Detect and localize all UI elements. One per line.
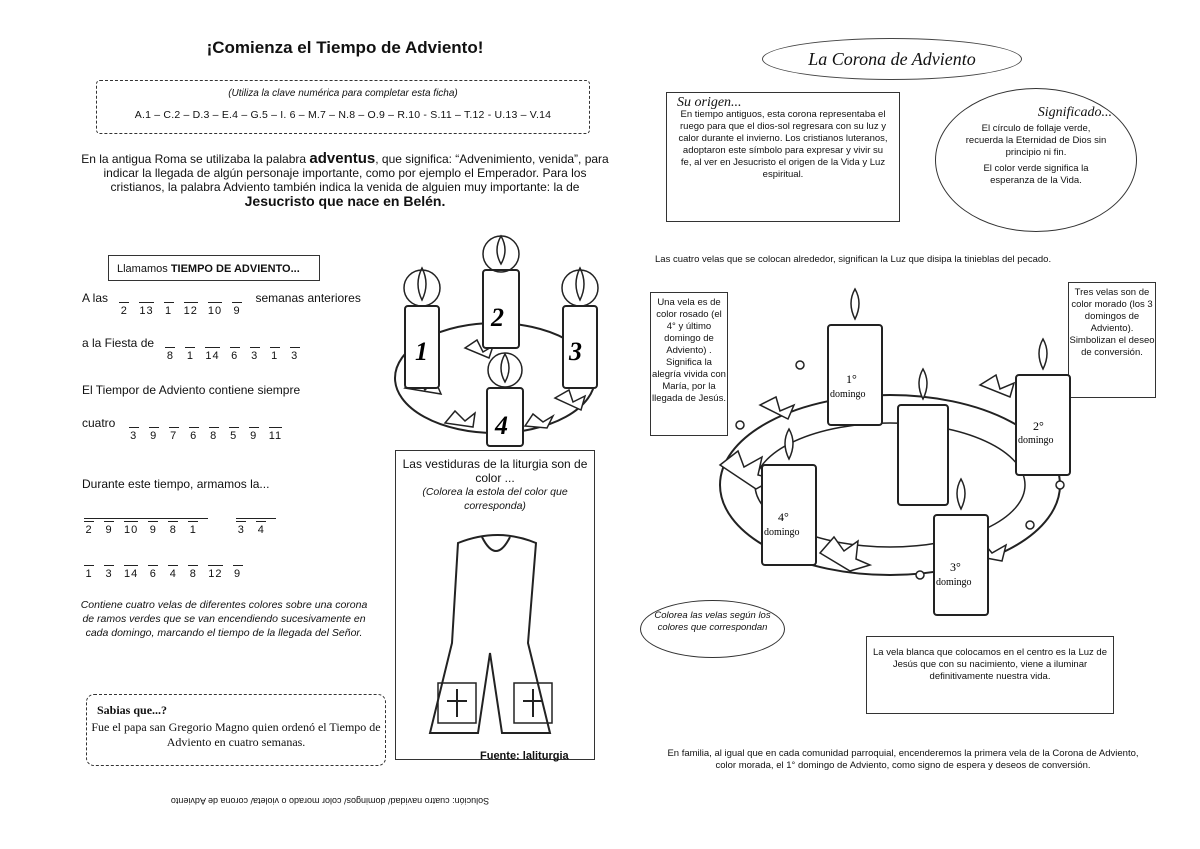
origen-text: En tiempo antiguos, esta corona representaba el ruego para que el dios-sol regresara con su luz y calor durante el invierno. Los cristianos luteranos, adoptaron este símbolo para expresar y vivir su fe, al ver en Jesucristo el origen de la Vida y Luz espiritual. [678, 109, 888, 180]
corona-title: La Corona de Adviento [762, 38, 1022, 80]
code-digit: 10 [124, 521, 138, 536]
code-digit: 3 [104, 565, 114, 580]
crown-illustration-left [385, 228, 605, 450]
candle-number-4: 4 [495, 411, 508, 440]
rosa-box: Una vela es de color rosado (el 4° y último domingo de Adviento) . Significa la alegría vivida con María, por la llegada de Jesús. [650, 292, 728, 436]
code-q1 [119, 302, 252, 317]
question-2: a la Fiesta de 8 1 14 6 3 1 3 [82, 336, 310, 362]
code-digit: 9 [149, 427, 159, 442]
sabias-text: Fue el papa san Gregorio Magno quien ordenó el Tiempo de Adviento en cuatro semanas. [91, 720, 381, 749]
significado-box [935, 88, 1137, 232]
page-title: ¡Comienza el Tiempo de Adviento! [206, 38, 484, 57]
code-digit: 8 [168, 521, 178, 536]
code-digit: 8 [165, 347, 175, 362]
candle-1-word: domingo [830, 389, 866, 400]
solucion-upside-down: Solución: cuatro navidad/ domingos/ color morado o violeta/ corona de Adviento [170, 796, 490, 806]
fuente-label: Fuente: laliturgia [480, 750, 569, 762]
colorea-bubble: Colorea las velas según los colores que correspondan [640, 600, 785, 658]
question-3: El Tiempor de Adviento contiene siempre [82, 383, 301, 397]
vestiduras-box [395, 450, 595, 760]
tres-box: Tres velas son de color morado (los 3 domingos de Adviento). Simbolizan el deseo de conversión. [1068, 282, 1156, 398]
clave-code: A.1 – C.2 – D.3 – E.4 – G.5 – I. 6 – M.7 – N.8 – O.9 – R.10 - S.11 – T.12 - U.13 – V.14 [134, 109, 552, 121]
code-q5a [84, 518, 208, 536]
code-digit: 1 [84, 565, 94, 580]
candle-2-word: domingo [1018, 435, 1054, 446]
code-digit: 9 [232, 302, 242, 317]
advent-wreath-illustration [700, 285, 1080, 625]
code-digit: 3 [250, 347, 260, 362]
code-digit: 6 [230, 347, 240, 362]
code-digit: 1 [185, 347, 195, 362]
code-digit: 14 [124, 565, 138, 580]
candle-domingo-3 [934, 515, 988, 615]
candle-3-word: domingo [936, 577, 972, 588]
stole-illustration [396, 513, 594, 743]
vela-blanca-box: La vela blanca que colocamos en el centro es la Luz de Jesús que con su nacimiento, viene a iluminar definitivamente nuestra vida. [866, 636, 1114, 714]
candle-1-ordinal: 1° [846, 372, 857, 386]
code-digit: 12 [208, 565, 222, 580]
code-digit: 12 [184, 302, 198, 317]
sabias-box [86, 694, 386, 766]
significado-text-2: El color verde significa la esperanza de la Vida. [983, 163, 1089, 186]
candle-4-word: domingo [764, 527, 800, 538]
familia-text: En familia, al igual que en cada comunidad parroquial, encenderemos la primera vela de la Corona de Adviento, color morada, el 1° domingo de Adviento, como signo de espera y deseos de conversión. [667, 748, 1139, 771]
code-digit: 2 [84, 521, 94, 536]
code-digit: 6 [189, 427, 199, 442]
clave-box [96, 80, 590, 134]
contiene-text: Contiene cuatro velas de diferentes colores sobre una corona de ramos verdes que se van encendiendo sucesivamente en cada domingo, marcando el tiempo de la llegada del Señor. [80, 599, 368, 639]
candle-number-3: 3 [569, 337, 582, 366]
code-q4 [129, 427, 292, 442]
vest-instruction: (Colorea la estola del color que corresponda) [422, 486, 568, 512]
significado-title: Significado... [1037, 105, 1112, 120]
question-1: A las 2 13 1 12 10 9 semanas anteriores [82, 291, 361, 317]
code-digit: 6 [148, 565, 158, 580]
code-digit: 14 [205, 347, 219, 362]
candle-domingo-4 [762, 465, 816, 565]
code-q5 [84, 518, 286, 536]
code-digit: 3 [290, 347, 300, 362]
code-digit: 8 [188, 565, 198, 580]
code-digit: 1 [164, 302, 174, 317]
code-digit: 9 [233, 565, 243, 580]
candle-number-2: 2 [491, 303, 504, 332]
code-q5b [236, 518, 276, 536]
question-5: Durante este tiempo, armamos la... [82, 477, 270, 491]
origen-box [666, 92, 900, 222]
intro-bold: Jesucristo que nace en Belén. [244, 193, 446, 209]
code-digit: 3 [236, 521, 246, 536]
llamamos-box: Llamamos TIEMPO DE ADVIENTO... [108, 255, 320, 281]
significado-text-1: El círculo de follaje verde, recuerda la Eternidad de Dios sin principio ni fin. [965, 123, 1107, 158]
code-digit: 5 [229, 427, 239, 442]
code-digit: 9 [148, 521, 158, 536]
adventus-word: adventus [309, 150, 376, 167]
code-digit: 1 [270, 347, 280, 362]
code-q2 [165, 347, 309, 362]
code-digit: 8 [209, 427, 219, 442]
code-digit: 9 [249, 427, 259, 442]
code-q6 [84, 565, 253, 580]
candle-center-white [898, 405, 948, 505]
question-4: cuatro 3 9 7 6 8 5 9 11 [82, 416, 292, 442]
candle-number-1: 1 [415, 337, 428, 366]
code-digit: 11 [269, 427, 282, 442]
code-digit: 9 [104, 521, 114, 536]
clave-instruction: (Utiliza la clave numérica para completar esta ficha) [228, 88, 458, 99]
cuatro-velas-text: Las cuatro velas que se colocan alrededor, significan la Luz que disipa la tinieblas del pecado. [655, 254, 1052, 265]
code-digit: 4 [168, 565, 178, 580]
candle-4-ordinal: 4° [778, 510, 789, 524]
sabias-title: Sabias que...? [97, 703, 168, 717]
code-digit: 13 [139, 302, 153, 317]
origen-title: Su origen... [677, 95, 742, 110]
code-digit: 10 [208, 302, 222, 317]
code-digit: 1 [188, 521, 198, 536]
code-digit: 2 [119, 302, 129, 317]
code-digit: 3 [129, 427, 139, 442]
code-digit: 4 [256, 521, 266, 536]
intro-paragraph: En la antigua Roma se utilizaba la palabra adventus, que significa: “Advenimiento, venida”, para indicar la llegada de algún personaje importante, como por ejemplo el Emperador. Para los cristianos, la palabra Adviento también indica la venida de alguien muy importante: la de Jesucristo que nace en Belén. [81, 150, 609, 209]
code-digit: 7 [169, 427, 179, 442]
candle-2-ordinal: 2° [1033, 419, 1044, 433]
candle-3-ordinal: 3° [950, 560, 961, 574]
vest-title: Las vestiduras de la liturgia son de color ... [402, 457, 588, 485]
